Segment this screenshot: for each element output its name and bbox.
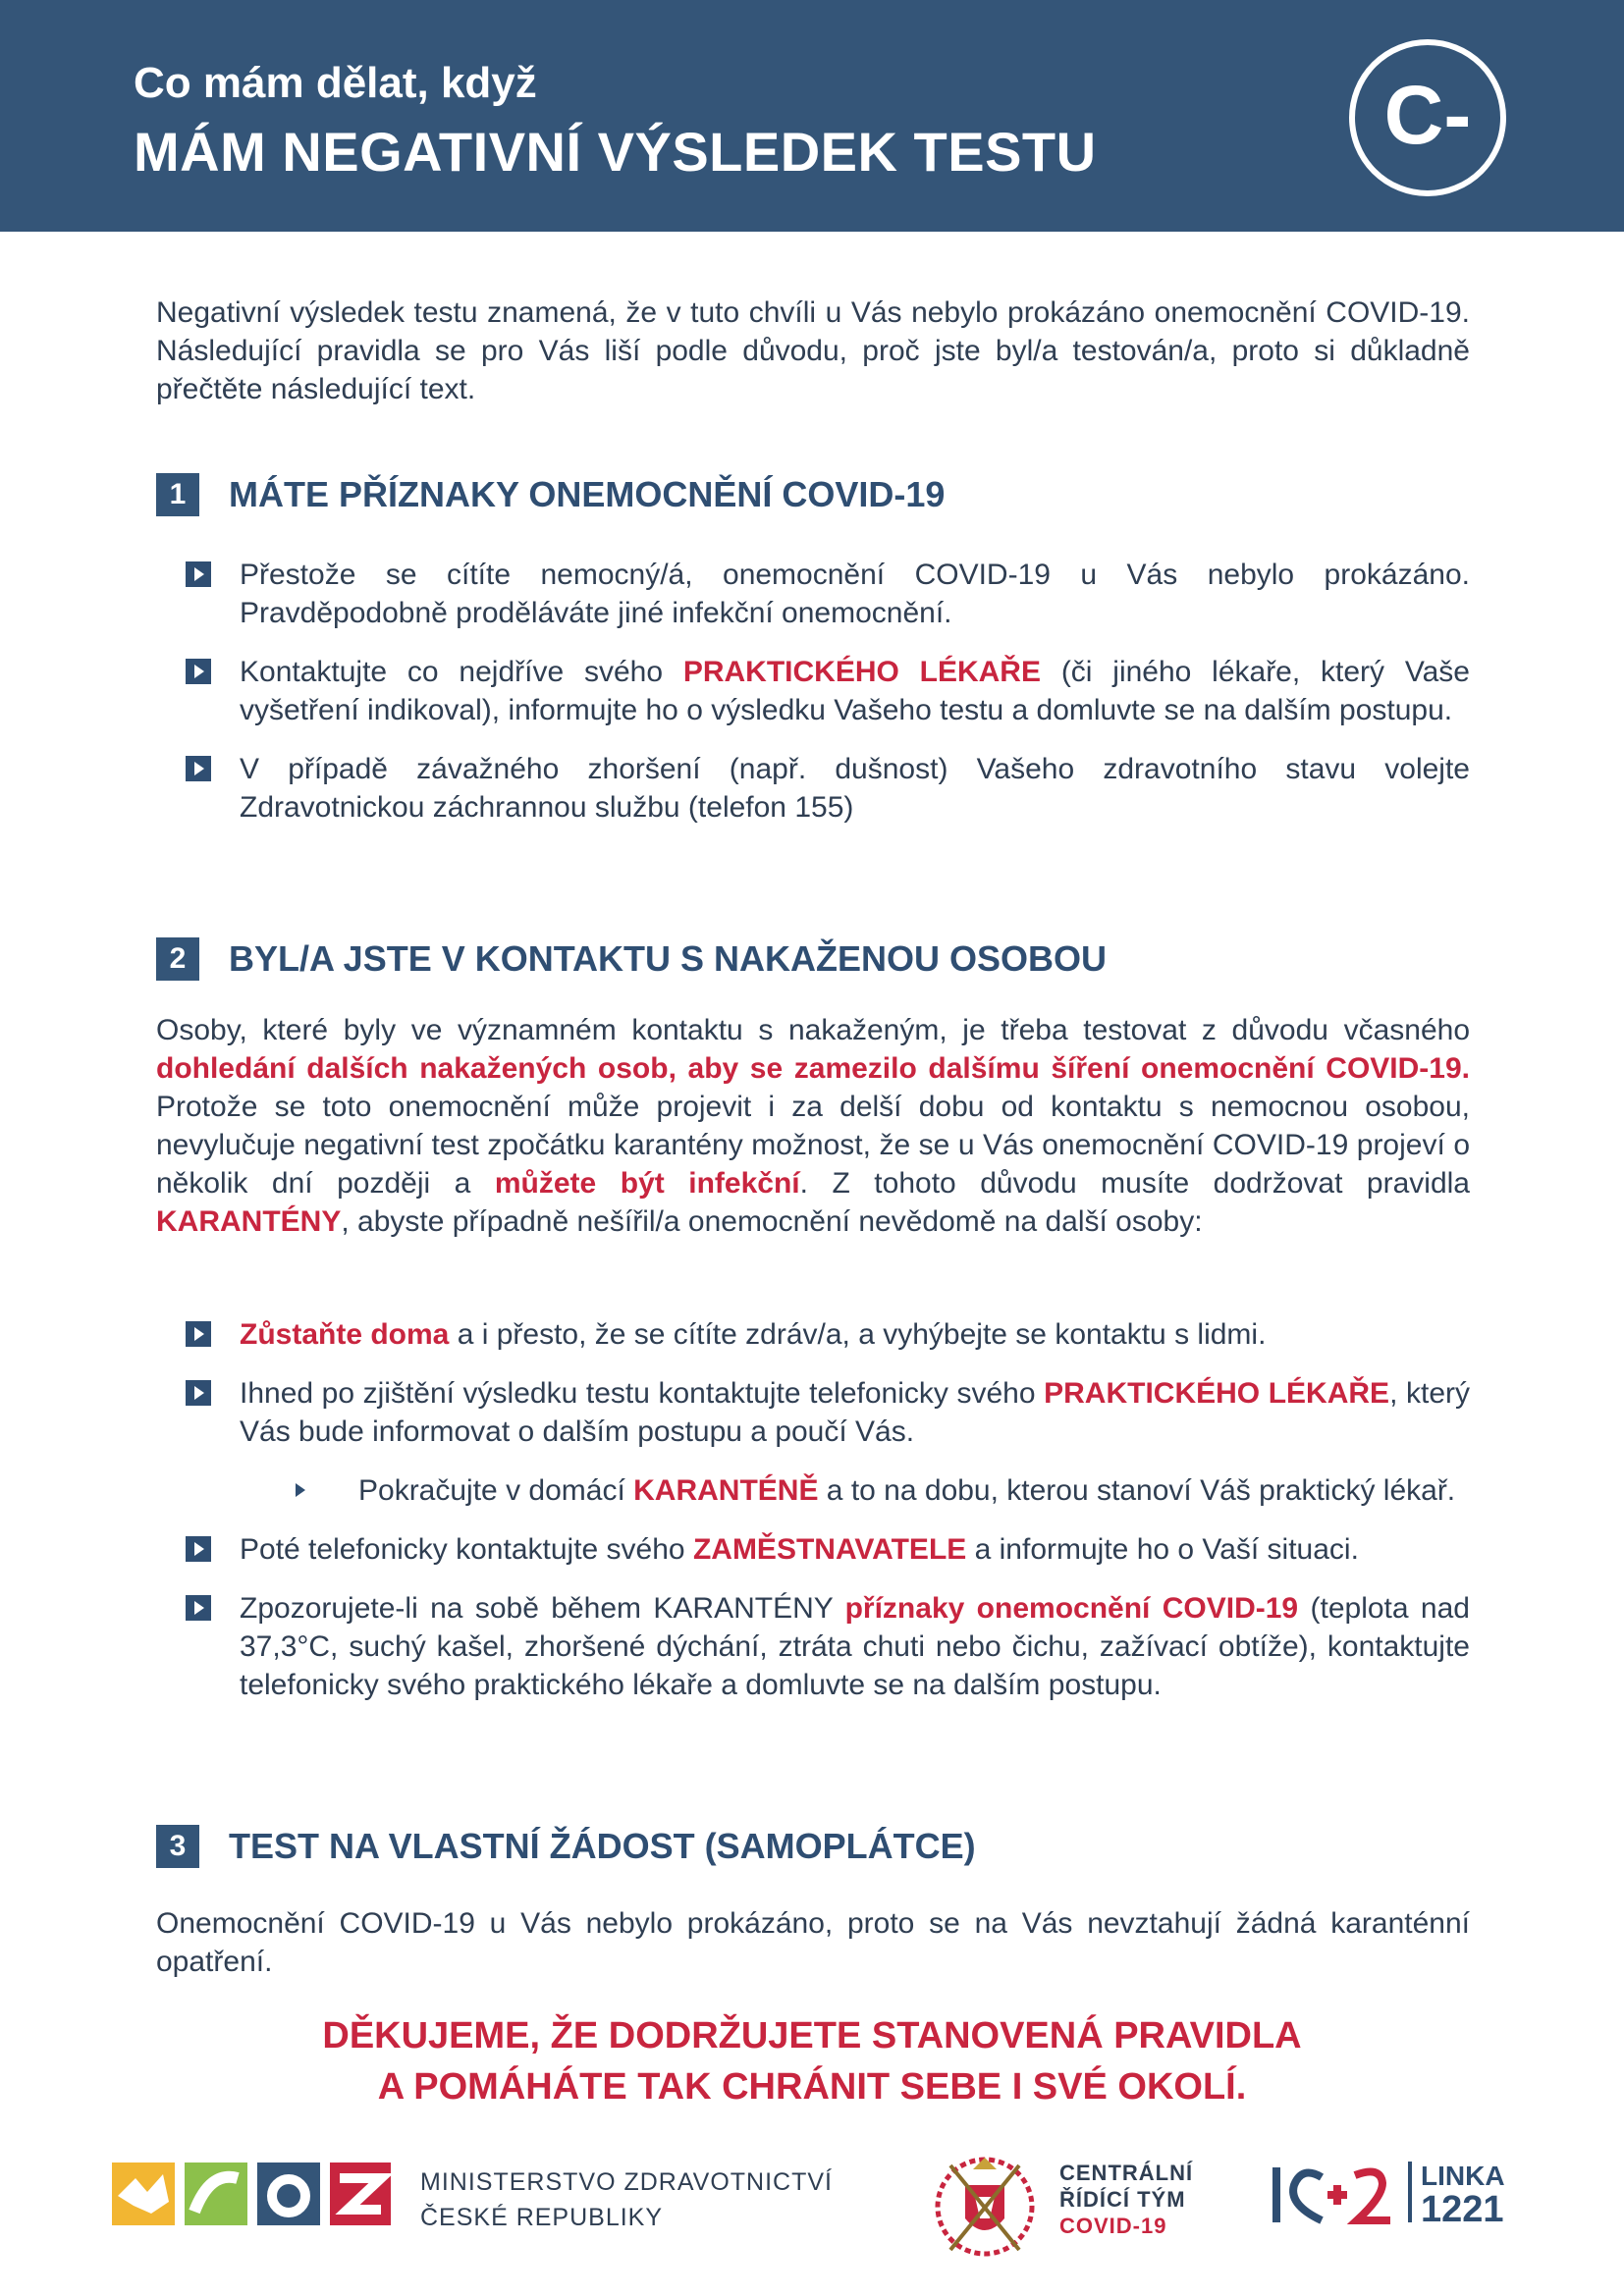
highlight-text: dohledání dalších nakažených osob, aby se zamezilo dalšímu šíření onemocnění COVID-19. bbox=[156, 1052, 1470, 1085]
sub-list-item bbox=[296, 1471, 1470, 1510]
linka-label: LINKA 1221 bbox=[1421, 2161, 1505, 2230]
list-item bbox=[186, 1315, 1470, 1354]
list-item bbox=[186, 1530, 1470, 1569]
header-banner bbox=[0, 0, 1624, 232]
highlight-text: KARANTÉNY bbox=[156, 1205, 342, 1238]
section-number: 2 bbox=[156, 937, 199, 981]
ministry-name: MINISTERSTVO ZDRAVOTNICTVÍ ČESKÉ REPUBLIKY bbox=[420, 2168, 833, 2231]
highlight-text: ZAMĚSTNAVATELE bbox=[692, 1533, 967, 1566]
list-item-text: Přestože se cítíte nemocný/á, onemocnění COVID-19 u Vás nebylo prokázáno. Pravděpodobně proděláváte jiné infekční onemocnění. bbox=[240, 559, 1470, 629]
section-3-paragraph: Onemocnění COVID-19 u Vás nebylo prokázáno, proto se na Vás nevztahují žádná karanténní opatření. bbox=[156, 1907, 1470, 1978]
section-number: 1 bbox=[156, 473, 199, 516]
highlight-text: PRAKTICKÉHO LÉKAŘE bbox=[1044, 1377, 1390, 1410]
header-subtitle: Co mám dělat, když bbox=[134, 59, 537, 107]
bullet-arrow-icon bbox=[186, 1321, 211, 1347]
list-item bbox=[186, 653, 1470, 729]
highlight-text: příznaky onemocnění COVID-19 bbox=[844, 1592, 1299, 1625]
section-3-heading bbox=[156, 1825, 976, 1868]
list-item bbox=[186, 556, 1470, 632]
bullet-arrow-icon bbox=[186, 756, 211, 781]
footer-logos bbox=[0, 2160, 1624, 2258]
section-title: TEST NA VLASTNÍ ŽÁDOST (SAMOPLÁTCE) bbox=[229, 1826, 976, 1866]
ministry-logo-icon bbox=[112, 2163, 391, 2227]
bullet-arrow-icon bbox=[186, 561, 211, 587]
header-title: MÁM NEGATIVNÍ VÝSLEDEK TESTU bbox=[134, 121, 1097, 183]
list-item-text: Zpozorujete-li na sobě během KARANTÉNY příznaky onemocnění COVID-19 (teplota nad 37,3°C, suchý kašel, zhoršené dýchání, ztráta chuti nebo čichu, zažívací obtíže), kontaktujte telefonicky svého praktického lékaře a domluvte se na dalším postupu. bbox=[240, 1592, 1470, 1701]
footer-divider bbox=[1408, 2162, 1412, 2222]
section-title: MÁTE PŘÍZNAKY ONEMOCNĚNÍ COVID-19 bbox=[229, 474, 946, 514]
intro-paragraph: Negativní výsledek testu znamená, že v tuto chvíli u Vás nebylo prokázáno onemocnění COVID-19. Následující pravidla se pro Vás liší podle důvodu, proč jste byl/a testován/a, proto si důkladně přečtěte následující text. bbox=[156, 296, 1470, 405]
bullet-arrow-icon bbox=[186, 1536, 211, 1562]
list-item bbox=[186, 1589, 1470, 1704]
list-item-text: Ihned po zjištění výsledku testu kontaktujte telefonicky svého PRAKTICKÉHO LÉKAŘE, který Vás bude informovat o dalším postupu a poučí Vás. bbox=[240, 1377, 1470, 1448]
bullet-arrow-icon bbox=[186, 1380, 211, 1406]
section-number: 3 bbox=[156, 1825, 199, 1868]
list-item-text: Poté telefonicky kontaktujte svého ZAMĚSTNAVATELE a informujte ho o Vaší situaci. bbox=[240, 1533, 1359, 1566]
section-1-list bbox=[186, 556, 1470, 847]
list-item-text: Pokračujte v domácí KARANTÉNĚ a to na dobu, kterou stanoví Váš praktický lékař. bbox=[358, 1474, 1456, 1507]
section-2-paragraph: Osoby, které byly ve významném kontaktu s nakaženým, je třeba testovat z důvodu včasného dohledání dalších nakažených osob, aby se zamezilo dalšímu šíření onemocnění COVID-19. Protože se toto onemocnění může projevit i za delší dobu od kontaktu s nemocnou osobou, nevylučuje negativní test zpočátku karantény možnost, že se u Vás onemocnění COVID-19 projeví o několik dní později a můžete být infekční. Z tohoto důvodu musíte dodržovat pravidla KARANTÉNY, abyste případně nešířil/a onemocnění nevědomě na další osoby: bbox=[156, 1014, 1470, 1238]
section-2-heading bbox=[156, 937, 1107, 981]
small-triangle-icon bbox=[296, 1483, 315, 1497]
highlight-text: Zůstaňte doma bbox=[240, 1318, 450, 1351]
list-item-text: Zůstaňte doma a i přesto, že se cítíte zdráv/a, a vyhýbejte se kontaktu s lidmi. bbox=[240, 1318, 1267, 1351]
highlight-text: můžete být infekční bbox=[494, 1167, 800, 1200]
central-team-name: CENTRÁLNÍ ŘÍDÍCÍ TÝM COVID-19 bbox=[1059, 2161, 1194, 2238]
list-item-text: V případě závažného zhoršení (např. dušnost) Vašeho zdravotního stavu volejte Zdravotnickou záchrannou službu (telefon 155) bbox=[240, 753, 1470, 824]
bullet-arrow-icon bbox=[186, 659, 211, 684]
highlight-text: PRAKTICKÉHO LÉKAŘE bbox=[682, 656, 1041, 688]
list-item bbox=[186, 1374, 1470, 1451]
section-1-heading bbox=[156, 473, 945, 516]
section-title: BYL/A JSTE V KONTAKTU S NAKAŽENOU OSOBOU bbox=[229, 938, 1108, 979]
section-2-list bbox=[186, 1315, 1470, 1725]
central-team-emblem-icon bbox=[929, 2148, 1041, 2264]
closing-line: A POMÁHÁTE TAK CHRÁNIT SEBE I SVÉ OKOLÍ. bbox=[377, 2066, 1247, 2108]
linka-1221-logo-icon bbox=[1272, 2165, 1398, 2224]
closing-line: DĚKUJEME, ŽE DODRŽUJETE STANOVENÁ PRAVIDLA bbox=[322, 2015, 1302, 2056]
list-item-text: Kontaktujte co nejdříve svého PRAKTICKÉHO LÉKAŘE (či jiného lékaře, který Vaše vyšetření indikoval), informujte ho o výsledku Vašeho testu a domluvte se na dalším postupu. bbox=[240, 656, 1470, 726]
highlight-text: KARANTÉNĚ bbox=[633, 1474, 819, 1507]
bullet-arrow-icon bbox=[186, 1595, 211, 1621]
closing-message bbox=[0, 2010, 1624, 2112]
list-item bbox=[186, 750, 1470, 827]
negative-test-badge: C- bbox=[1349, 39, 1506, 196]
